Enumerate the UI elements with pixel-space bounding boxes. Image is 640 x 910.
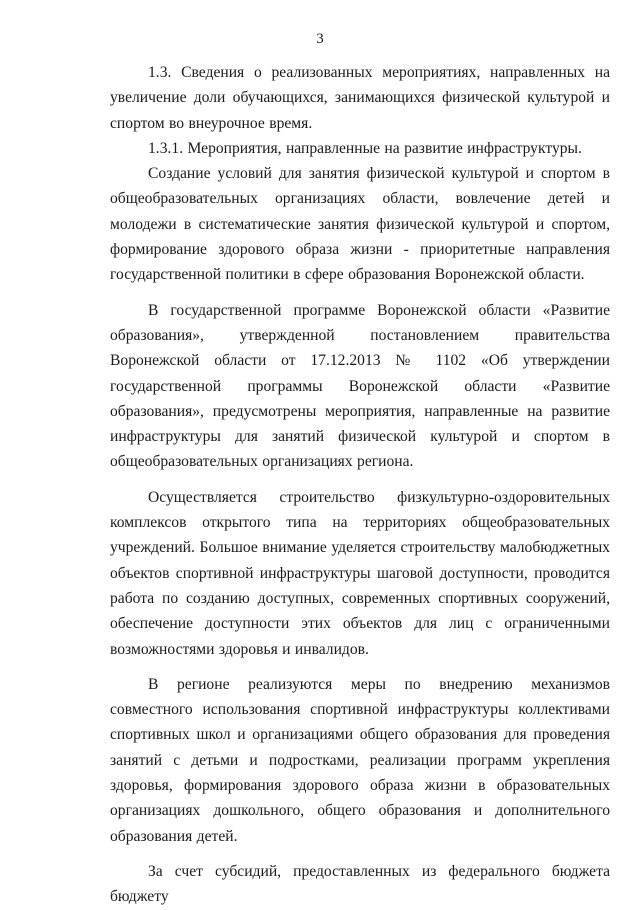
document-body	[110, 60, 610, 910]
page-number: 3	[316, 31, 324, 47]
paragraph-subsidies: За счет субсидий, предоставленных из федерального бюджета бюджету	[110, 862, 610, 906]
paragraph-construction: Осуществляется строительство физкультурно-оздоровительных комплексов открытого типа на территориях общеобразовательных учреждений. Большое внимание уделяется строительству малобюджетных объектов спортивной инфраструктуры шаговой доступности, проводится работа по созданию доступных, современных спортивных сооружений, обеспечение доступности этих объектов для лиц с ограниченными возможностями здоровья и инвалидов.	[110, 488, 610, 658]
paragraph-shared-infrastructure: В регионе реализуются меры по внедрению механизмов совместного использования спортивной инфраструктуры коллективами спортивных школ и организациями общего образования для проведения занятий с детьми и подростками, реализации программ укрепления здоровья, формирования здорового образа жизни в образовательных организациях дошкольного, общего образования и дополнительного образования детей.	[110, 675, 610, 845]
section-heading-1-3: 1.3. Сведения о реализованных мероприятиях, направленных на увеличение доли обучающихся, занимающихся физической культурой и спортом во внеурочное время.	[110, 64, 610, 132]
paragraph-state-program: В государственной программе Воронежской области «Развитие образования», утвержденной постановлением правительства Воронежской области от 17.12.2013 № 1102 «Об утверждении государственной программы Воронежской области «Развитие образования», предусмотрены мероприятия, направленные на развитие инфраструктуры для занятий физической культурой и спортом в общеобразовательных организациях региона.	[110, 301, 610, 471]
paragraph-conditions: Создание условий для занятия физической культурой и спортом в общеобразовательных организациях области, вовлечение детей и молодежи в систематические занятия физической культурой и спортом, формирование здорового образа жизни - приоритетные направления государственной политики в сфере образования Воронежской области.	[110, 165, 610, 284]
section-heading-1-3-1: 1.3.1. Мероприятия, направленные на развитие инфраструктуры.	[148, 139, 582, 157]
